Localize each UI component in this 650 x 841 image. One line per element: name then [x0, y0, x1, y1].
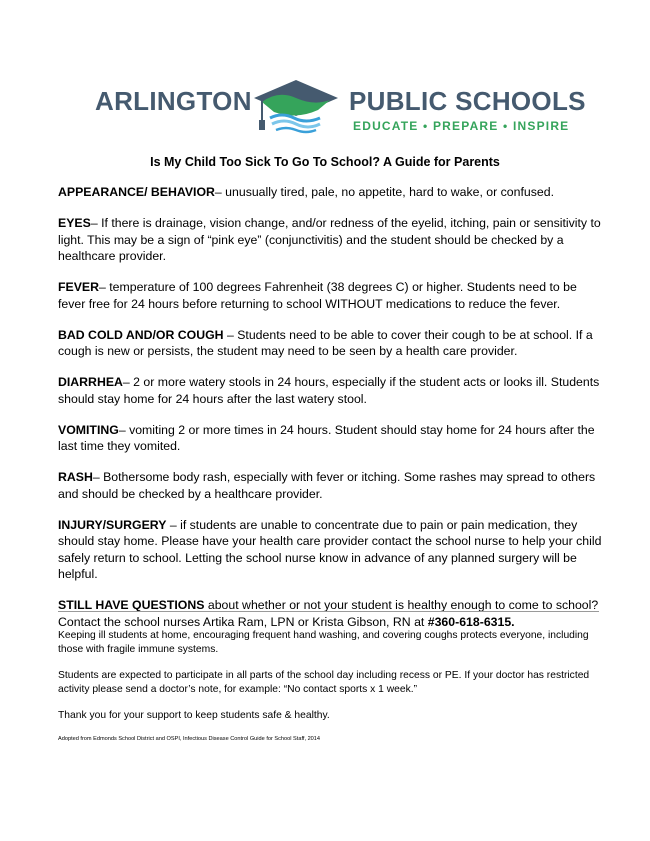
symptom-list: [58, 184, 606, 645]
page-title: Is My Child Too Sick To Go To School? A Guide for Parents: [150, 155, 500, 169]
symptom-heading: RASH: [58, 470, 93, 484]
symptom-cold-cough: [58, 327, 606, 360]
logo-right-text: PUBLIC SCHOOLS: [349, 86, 586, 116]
district-logo: [95, 74, 586, 134]
symptom-text: – unusually tired, pale, no appetite, hard to wake, or confused.: [214, 185, 554, 199]
symptom-text: – If there is drainage, vision change, and/or redness of the eyelid, itching, pain or sensitivity to light. This may be a sign of “pink eye” (conjunctivitis) and the student should be checked by a healthcare provider.: [58, 216, 601, 263]
symptom-text: – if students are unable to concentrate due to pain or pain medication, they should stay home. Please have your health care provider contact the school nurse to help your child safely return to school. Letting the school nurse know in advance of any planned surgery will be helpful.: [58, 517, 602, 581]
symptom-vomiting: [58, 422, 606, 455]
symptom-appearance: [58, 184, 606, 201]
symptom-text: – 2 or more watery stools in 24 hours, especially if the student acts or looks ill. Students should stay home for 24 hours after the last watery stool.: [58, 375, 600, 406]
symptom-heading: FEVER: [58, 280, 99, 294]
source-footnote: Adopted from Edmonds School District and OSPI, Infectious Disease Control Guide for School Staff, 2014: [58, 736, 321, 742]
note-hand-washing: Keeping ill students at home, encouraging frequent hand washing, and covering coughs protects everyone, including those with fragile immune systems.: [58, 630, 589, 655]
symptom-rash: [58, 469, 606, 502]
section-divider: [58, 611, 599, 612]
graduation-cap-icon: [248, 76, 343, 134]
questions-paragraph: [58, 597, 606, 630]
questions-heading: STILL HAVE QUESTIONS: [58, 598, 205, 612]
logo-left-text: ARLINGTON: [95, 86, 252, 116]
note-participation: Students are expected to participate in all parts of the school day including recess or PE. If your doctor has restricted activity please send a doctor’s note, for example: “No contact sports x 1 week.”: [58, 670, 590, 695]
symptom-heading: EYES: [58, 216, 91, 230]
symptom-heading: DIARRHEA: [58, 375, 123, 389]
nurse-phone-number: #360-618-6315.: [427, 614, 515, 629]
symptom-injury-surgery: [58, 517, 606, 583]
symptom-diarrhea: [58, 374, 606, 407]
symptom-heading: INJURY/SURGERY: [58, 517, 167, 532]
symptom-text: – temperature of 100 degrees Fahrenheit (38 degrees C) or higher. Students need to be fever free for 24 hours before returning to school WITHOUT medications to reduce the fever.: [58, 280, 577, 311]
symptom-heading: VOMITING: [58, 422, 119, 437]
questions-text: about whether or not your student is healthy enough to come to school? Contact the school nurses Artika Ram, LPN or Krista Gibson, RN at: [58, 598, 599, 629]
symptom-text: – vomiting 2 or more times in 24 hours. Student should stay home for 24 hours after the last time they vomited.: [58, 422, 595, 453]
symptom-heading: APPEARANCE/ BEHAVIOR: [58, 185, 215, 199]
note-thank-you: Thank you for your support to keep students safe & healthy.: [58, 710, 330, 721]
parent-notes: [58, 629, 606, 749]
symptom-heading: BAD COLD AND/OR COUGH: [58, 327, 224, 342]
symptom-fever: [58, 279, 606, 312]
symptom-text: – Bothersome body rash, especially with fever or itching. Some rashes may spread to others and should be checked by a healthcare provider.: [58, 470, 596, 501]
symptom-text: – Students need to be able to cover their cough to be at school. If a cough is new or persists, the student may need to be seen by a health care provider.: [58, 327, 593, 358]
logo-tagline: EDUCATE • PREPARE • INSPIRE: [353, 119, 570, 133]
symptom-eyes: [58, 215, 606, 265]
